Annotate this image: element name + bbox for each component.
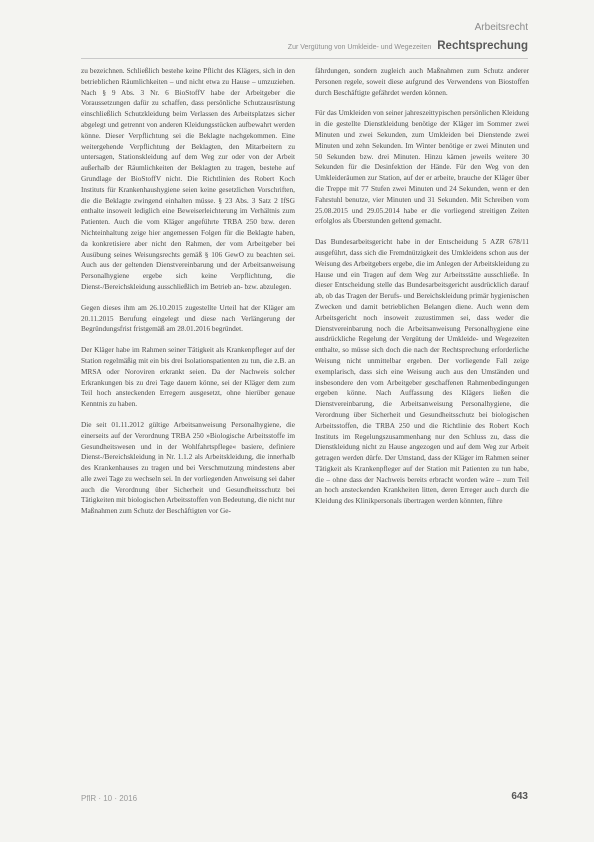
paragraph: zu bezeichnen. Schließlich bestehe keine Pflicht des Klägers, sich in den betrieblichen Räumlichkeiten – und nicht etwa zu Hause – umzuziehen. Nach § 9 Abs. 3 Nr. 6 BioStoffV habe der Arbeitgeber die Voraussetzungen dafür zu schaffen, dass persönliche Schutzausrüstung einschließlich Schutzkleidung beim Verlassen des Arbeitsplatzes sicher abgelegt und getrennt von anderen Kleidungsstücken aufbewahrt werden könne. Dieser Verpflichtung sei die Beklagte nachgekommen. Eine weitergehende Verpflichtung der Beklagten, den Mitarbeitern zu untersagen, Stationskleidung auf dem Weg zur oder von der Arbeit außerhalb der Räumlichkeiten der Beklagten zu tragen, bestehe auf Grundlage der BioStoffV nicht. Die Richtlinien des Robert Koch Instituts für Krankenhaushygiene seien keine gesetzlichen Vorschriften, die die Beklagte zwingend einhalten müsse. § 23 Abs. 3 Satz 2 IfSG enthalte insoweit lediglich eine Beweiserleichterung im Verhältnis zum Patienten. Auch die vom Kläger angeführte TRBA 250 bzw. deren Nichteinhaltung zeige hier angemessen Folgen für die Beklagte haben, da konkretisiere aber nicht den Rahmen, der vom Arbeitgeber bei Ausübung seines Weisungsrechts gemäß § 106 GewO zu beachten sei. Auch aus der geltenden Dienstvereinbarung und der Arbeitsanweisung Personalhygiene ergebe sich keine Verpflichtung, die Dienst-/Bereichskleidung ausschließlich im Betrieb an- bzw. abzulegen.: [81, 66, 295, 291]
paragraph: Die seit 01.11.2012 gültige Arbeitsanweisung Personalhygiene, die einerseits auf der Verordnung TRBA 250 »Biologische Arbeitsstoffe im Gesundheitswesen und in der Wohlfahrtspflege« basiere, definiere Dienst-/Bereichskleidung in Nr. 1.1.2 als Arbeitskleidung, die innerhalb des Krankenhauses zu tragen und bei Verschmutzung mindestens aber alle zwei Tage zu wechseln sei. In der vorliegenden Anweisung sei daher auch die Verordnung über Sicherheit und Gesundheitsschutz bei Tätigkeiten mit biologischen Arbeitsstoffen von Bedeutung, die nicht nur Maßnahmen zum Schutz der Beschäftigten vor Ge-: [81, 419, 295, 516]
paragraph: Für das Umkleiden von seiner jahreszeittypischen persönlichen Kleidung in die gestellte Dienstkleidung benötige der Kläger im Sommer zwei Minuten und zwei Sekunden, zum Umkleiden bei Dienstende zwei Minuten und zehn Sekunden. Im Winter benötige er zwei Minuten und 50 Sekunden bzw. drei Minuten. Hinzu kämen jeweils weitere 30 Sekunden für die Desinfektion der Hände. Für den Weg von den Umkleideräumen zur Station, auf der er arbeite, brauche der Kläger über die Treppe mit 77 Stufen zwei Minuten und 24 Sekunden, wenn er den Fahrstuhl benutze, vier Minuten und 31 Sekunden. Mit Schreiben vom 25.08.2015 und 29.05.2014 habe er die vorliegend streitigen Zeiten erfolglos als Überstunden geltend gemacht.: [315, 108, 529, 226]
section-title: Rechtsprechung: [437, 40, 528, 52]
page-number: 643: [511, 791, 528, 802]
category-label: Arbeitsrecht: [474, 22, 528, 33]
left-column: [81, 66, 295, 527]
running-header: [288, 40, 528, 52]
paragraph: Das Bundesarbeitsgericht habe in der Entscheidung 5 AZR 678/11 ausgeführt, dass sich die Fremdnützigkeit des Umkleidens schon aus der Weisung des Arbeitgebers ergebe, die im Anlegen der Arbeitskleidung zu Hause und ein Tragen auf dem Weg zur Arbeitsstätte ausschließe. In dieser Entscheidung stelle das Bundesarbeitsgericht ausdrücklich darauf ab, ob das Tragen der Berufs- und Bereichskleidung primär hygienischen Zwecken und damit betrieblichen Belangen diene. Auch wenn dem Arbeitsgericht noch insoweit zuzustimmen sei, dass weder die Dienstvereinbarung noch die Arbeitsanweisung Personalhygiene eine ausdrückliche Regelung der Vergütung der Umkleide- und Wegezeiten enthalte, so müsse sich doch die nach der Rechtsprechung erforderliche Weisung nicht unmittelbar ergeben. Der vorliegende Fall zeige exemplarisch, dass sich eine Weisung auch aus den Umständen und insbesondere den vom Arbeitgeber geschaffenen Rahmenbedingungen ergeben könne. Nach Auffassung des Klägers ließen die Dienstvereinbarung, die Arbeitsanweisung Personalhygiene, die Verordnung über Sicherheit und Gesundheitsschutz bei biologischen Arbeitsstoffen, die TRBA 250 und die Richtlinie des Robert Koch Instituts im Regelungszusammenhang nur den Schluss zu, dass die Dienstkleidung nicht zu Hause angezogen und auf dem Weg zur Arbeit getragen werden dürfe. Der Umstand, dass der Kläger im Rahmen seiner Tätigkeit als Krankenpfleger auf der Station mit Patienten zu tun habe, die – ohne dass der Nachweis bereits erbracht worden wäre – zum Teil an hoch ansteckenden Krankheiten litten, deren Erreger auch durch die Kleidung des Klinikpersonals übertragen werden könnten, führe: [315, 237, 529, 506]
journal-footer: PflR · 10 · 2016: [81, 794, 138, 803]
paragraph: fährdungen, sondern zugleich auch Maßnahmen zum Schutz anderer Personen regele, soweit diese aufgrund des Verwendens von Biostoffen durch Beschäftigte gefährdet werden können.: [315, 66, 529, 97]
header-rule: [81, 58, 528, 59]
running-subtitle: Zur Vergütung von Umkleide- und Wegezeiten: [287, 44, 432, 51]
paragraph: Der Kläger habe im Rahmen seiner Tätigkeit als Krankenpfleger auf der Station regelmäßig mit ein bis drei Isolationspatienten zu tun, die z.B. an MRSA oder Noroviren erkrankt seien. Da der Nachweis solcher Erkrankungen bis zu drei Tage dauern könne, sei der Kläger dem zum Teil hoch ansteckenden Erregern ausgesetzt, ohne hierüber genaue Kenntnis zu haben.: [81, 345, 295, 409]
right-column: [315, 66, 529, 517]
paragraph: Gegen dieses ihm am 26.10.2015 zugestellte Urteil hat der Kläger am 20.11.2015 Berufung eingelegt und diese nach Verlängerung der Begründungsfrist fristgemäß am 28.01.2016 begründet.: [81, 302, 295, 334]
